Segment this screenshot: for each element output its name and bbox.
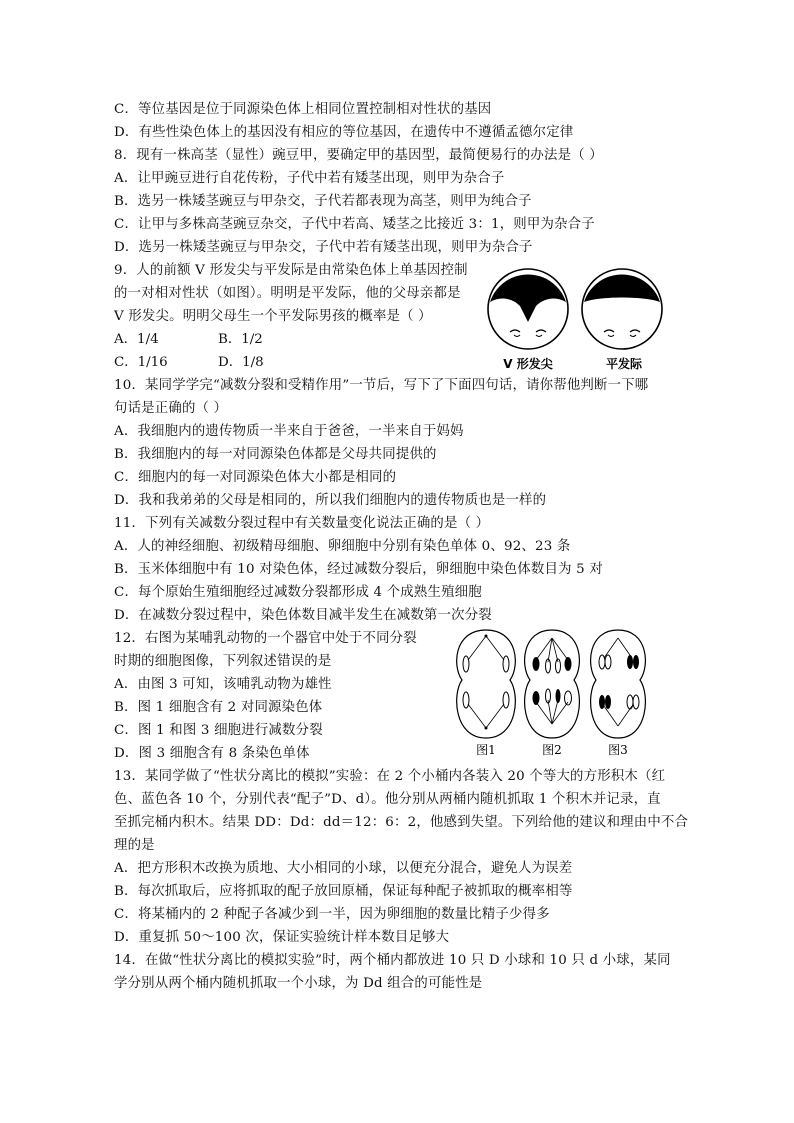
q10-stem-line1: 10．某同学学完“减数分裂和受精作用”一节后，写下了下面四句话，请你帮他判断一下哪 [114,378,649,393]
q11-stem: 11．下列有关减数分裂过程中有关数量变化说法正确的是（ ） [114,516,490,531]
q10-option-d: D．我和我弟弟的父母是相同的，所以我们细胞内的遗传物质也是一样的 [114,493,547,508]
q9-option-b: B．1/2 [218,332,263,347]
q8-option-a: A．让甲豌豆进行自花传粉，子代中若有矮茎出现，则甲为杂合子 [114,171,505,186]
v-hairline-head [488,269,568,349]
cell-division-figure [448,624,654,760]
q9-option-d: D．1/8 [218,355,264,370]
flat-hairline-head [582,269,662,349]
q8-stem: 8．现有一株高茎（显性）豌豆甲，要确定甲的基因型，最简便易行的办法是（ ） [114,148,603,163]
q8-option-d: D．选另一株矮茎豌豆与甲杂交，子代中若有矮茎出现，则甲为杂合子 [114,240,533,255]
q10-option-a: A．我细胞内的遗传物质一半来自于爸爸，一半来自于妈妈 [114,424,464,439]
q13-stem-line2: 色、蓝色各 10 个，分别代表“配子”D、d）。他分别从两桶内随机抓取 1 个积木并记录，直 [114,792,661,807]
q9-option-c: C．1/16 [114,355,168,370]
q10-stem-line2: 句话是正确的（ ） [114,401,228,416]
q13-option-a: A．把方形积木改换为质地、大小相同的小球，以便充分混合，避免人为误差 [114,861,573,876]
hairline-figure [484,262,666,374]
q11-option-a: A．人的神经细胞、初级精母细胞、卵细胞中分别有染色单体 0、92、23 条 [114,539,571,554]
q9-option-a: A．1/4 [114,332,159,347]
cell-2-label: 图2 [542,743,562,757]
q11-option-c: C．每个原始生殖细胞经过减数分裂都形成 4 个成熟生殖细胞 [114,585,482,600]
cell-3 [591,630,646,738]
q13-stem-line3: 至抓完桶内积木。结果 DD：Dd：dd＝12：6：2，他感到失望。下列给他的建议和理由中不合 [114,815,689,830]
cell-1-label: 图1 [476,743,496,757]
q10-option-c: C．细胞内的每一对同源染色体大小都是相同的 [114,470,397,485]
q8-option-b: B．选另一株矮茎豌豆与甲杂交，子代若都表现为高茎，则甲为纯合子 [114,194,532,209]
cell-2 [525,630,580,738]
q13-stem-line1: 13．某同学做了“性状分离比的模拟”实验：在 2 个小桶内各装入 20 个等大的方形积木（红 [114,769,666,784]
q13-option-d: D．重复抓 50～100 次，保证实验统计样本数目足够大 [114,930,450,945]
q12-option-a: A．由图 3 可知，该哺乳动物为雄性 [114,677,332,692]
q10-option-b: B．我细胞内的每一对同源染色体都是父母共同提供的 [114,447,437,462]
q9-stem-line1: 9．人的前额 V 形发尖与平发际是由常染色体上单基因控制 [114,263,468,278]
q12-stem-line2: 时期的细胞图像，下列叙述错误的是 [114,654,332,669]
q12-stem-line1: 12．右图为某哺乳动物的一个器官中处于不同分裂 [114,631,417,646]
q13-option-b: B．每次抓取后，应将抓取的配子放回原桶，保证每种配子被抓取的概率相等 [114,884,573,899]
q14-stem-line1: 14．在做“性状分离比的模拟实验”时，两个桶内都放进 10 只 D 小球和 10 只 d 小球，某同 [114,953,671,968]
q13-option-c: C．将某桶内的 2 种配子各减少到一半，因为卵细胞的数量比精子少得多 [114,907,550,922]
cell-1 [457,630,516,738]
q11-option-d: D．在减数分裂过程中，染色体数目减半发生在减数第一次分裂 [114,608,492,623]
v-hairline-label: V 形发尖 [503,357,553,371]
flat-hairline-label: 平发际 [605,357,643,371]
q11-option-b: B．玉米体细胞中有 10 对染色体，经过减数分裂后，卵细胞中染色体数目为 5 对 [114,562,603,577]
q14-stem-line2: 学分别从两个桶内随机抓取一个小球，为 Dd 组合的可能性是 [114,976,483,991]
q7-option-d: D．有些性染色体上的基因没有相应的等位基因，在遗传中不遵循孟德尔定律 [114,125,574,140]
q12-option-c: C．图 1 和图 3 细胞进行减数分裂 [114,723,323,738]
q13-stem-line4: 理的是 [114,838,155,853]
q12-option-b: B．图 1 细胞含有 2 对同源染色体 [114,700,323,715]
q12-option-d: D．图 3 细胞含有 8 条染色单体 [114,746,310,761]
q7-option-c: C．等位基因是位于同源染色体上相同位置控制相对性状的基因 [114,102,492,117]
q8-option-c: C．让甲与多株高茎豌豆杂交，子代中若高、矮茎之比接近 3：1，则甲为杂合子 [114,217,595,232]
q9-stem-line3: V 形发尖。明明父母生一个平发际男孩的概率是（ ） [114,309,432,324]
q9-stem-line2: 的一对相对性状（如图）。明明是平发际，他的父母亲都是 [114,286,461,301]
cell-3-label: 图3 [608,743,628,757]
